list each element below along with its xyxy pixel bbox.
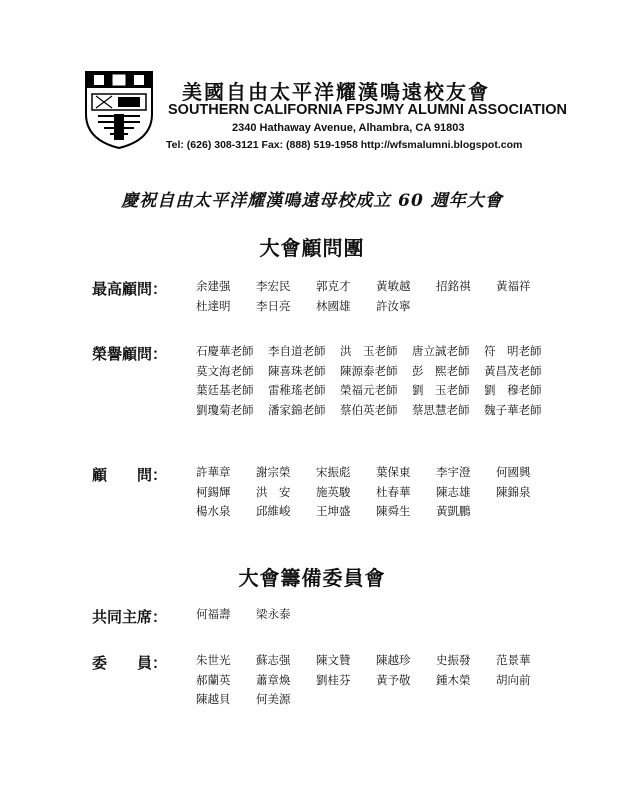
name-item: 陳喜珠老師: [268, 363, 326, 378]
name-item: 鍾木榮: [436, 672, 471, 687]
top-advisors-names: [196, 277, 556, 316]
name-item: 劉瓊菊老師: [196, 402, 254, 417]
name-item: 彭 熙老師: [412, 363, 470, 378]
name-item: 黃敏越: [376, 279, 411, 293]
name-item: 黃予敬: [376, 672, 411, 687]
name-item: 蔡思慧老師: [412, 402, 470, 417]
name-item: 李自道老師: [268, 344, 326, 358]
group-label-top-advisors: 最高顧問：: [92, 280, 168, 298]
name-item: 魏子華老師: [484, 402, 542, 417]
name-item: 李日亮: [256, 298, 291, 313]
name-item: 葉保東: [376, 465, 411, 479]
name-item: 陳源泰老師: [340, 363, 398, 378]
name-item: 郝蘭英: [196, 672, 231, 687]
name-item: 楊水泉: [196, 504, 231, 518]
event-title: 慶祝自由太平洋耀漢鳴遠母校成立 60 週年大會: [121, 191, 503, 211]
name-item: 潘家錦老師: [268, 402, 326, 417]
group-label-members: 委 員：: [92, 654, 168, 672]
name-item: 邱維峻: [256, 504, 291, 518]
name-item: 許汝寧: [376, 298, 411, 313]
crest-emblem: [84, 70, 154, 150]
group-label-advisors: 顧 問：: [92, 466, 168, 484]
name-item: 陳志雄: [436, 484, 471, 499]
group-label-honorary-advisors: 榮譽顧問：: [92, 345, 168, 363]
name-item: 何美源: [256, 692, 291, 706]
honorary-advisors-names: [196, 342, 556, 420]
name-item: 劉桂芬: [316, 672, 351, 687]
name-item: 胡向前: [496, 672, 531, 687]
name-item: 施英駿: [316, 484, 351, 499]
name-item: 雷稚瑤老師: [268, 383, 326, 397]
co-chairs-names: [196, 605, 556, 625]
name-item: 朱世光: [196, 653, 231, 667]
committee-section-title: 大會籌備委員會: [238, 566, 386, 590]
name-item: 王坤盛: [316, 504, 351, 518]
name-item: 余建强: [196, 279, 231, 293]
name-item: 莫文海老師: [196, 363, 254, 378]
name-item: 陳舜生: [376, 504, 411, 518]
name-item: 劉 穆老師: [484, 383, 542, 397]
name-item: 許華章: [196, 465, 231, 479]
name-item: 榮福元老師: [340, 383, 398, 397]
name-item: 范景華: [496, 653, 531, 667]
name-item: 陳錦泉: [496, 484, 531, 499]
name-item: 梁永泰: [256, 607, 291, 621]
name-item: 杜春華: [376, 484, 411, 499]
name-item: 李宏民: [256, 279, 291, 293]
name-item: 蕭章煥: [256, 672, 291, 687]
name-item: 黃昌茂老師: [484, 363, 542, 378]
name-item: 謝宗榮: [256, 465, 291, 479]
group-label-co-chairs: 共同主席：: [92, 608, 168, 626]
name-item: 石慶華老師: [196, 344, 254, 358]
name-item: 洪 玉老師: [340, 344, 398, 358]
name-item: 宋振彪: [316, 465, 351, 479]
name-item: 蔡伯英老師: [340, 402, 398, 417]
name-item: 柯錫輝: [196, 484, 231, 499]
name-item: 杜達明: [196, 298, 231, 313]
name-item: 陳文贊: [316, 653, 351, 667]
name-item: 何福壽: [196, 607, 231, 621]
name-item: 葉廷基老師: [196, 383, 254, 397]
name-item: 蘇志强: [256, 653, 291, 667]
name-item: 何國興: [496, 465, 531, 479]
name-item: 史振發: [436, 653, 471, 667]
name-item: 李宇澄: [436, 465, 471, 479]
association-name-chinese: 美國自由太平洋耀漢鳴遠校友會: [182, 80, 490, 104]
name-item: 劉 玉老師: [412, 383, 470, 397]
association-name-english: SOUTHERN CALIFORNIA FPSJMY ALUMNI ASSOCIATION: [168, 102, 568, 118]
advisors-section-title: 大會顧問團: [259, 236, 365, 260]
name-item: 招銘祺: [436, 279, 471, 293]
committee-members-names: [196, 651, 556, 710]
association-contact: Tel: (626) 308-3121 Fax: (888) 519-1958 http://wfsmalumni.blogspot.com: [166, 139, 523, 151]
name-item: 郭克才: [316, 279, 351, 293]
name-item: 陳越珍: [376, 653, 411, 667]
name-item: 黃福祥: [496, 279, 531, 293]
name-item: 陳越貝: [196, 692, 231, 706]
name-item: 唐立誠老師: [412, 344, 470, 358]
name-item: 符 明老師: [484, 344, 542, 358]
advisors-names: [196, 463, 556, 522]
name-item: 林國雄: [316, 298, 351, 313]
association-address: 2340 Hathaway Avenue, Alhambra, CA 91803: [232, 122, 465, 134]
name-item: 洪 安: [256, 484, 291, 499]
name-item: 黃凱鵬: [436, 504, 471, 518]
